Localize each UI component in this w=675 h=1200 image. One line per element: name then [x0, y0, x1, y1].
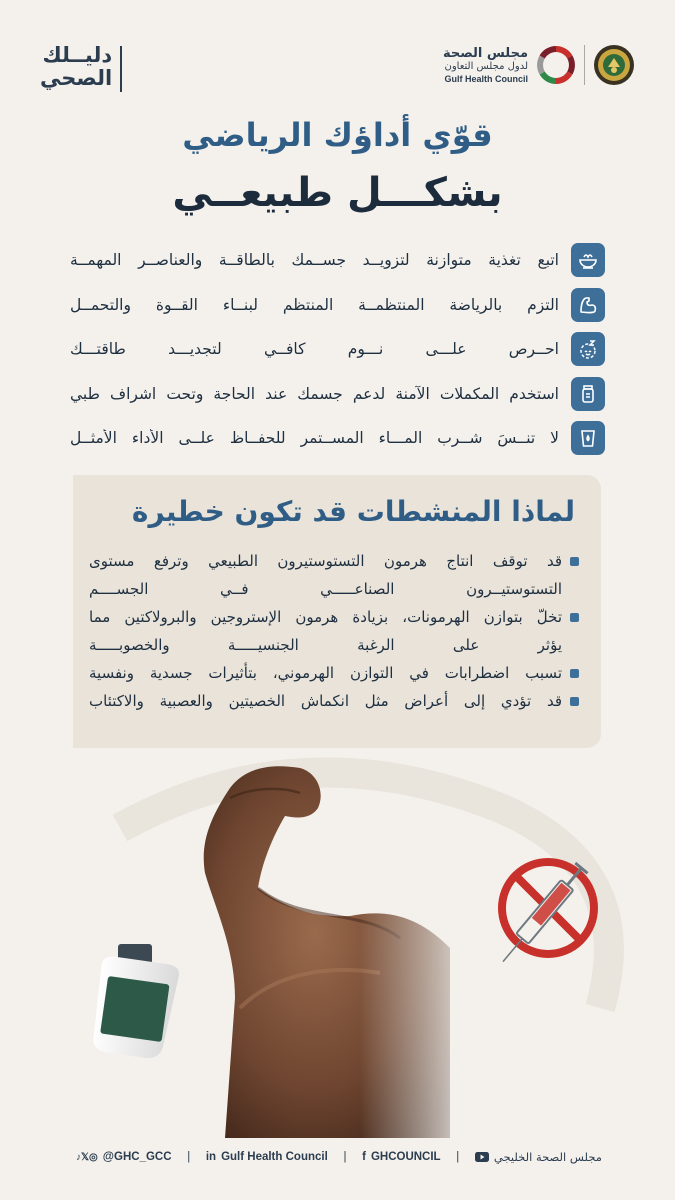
- warning-item-text: تخلّ بتوازن الهرمونات، بزيادة هرمون الإستروجين والبرولاكتين مما: [89, 608, 562, 626]
- illustration: [0, 748, 675, 1138]
- council-name: [443, 46, 528, 85]
- headline-line1: قوّي أداؤك الرياضي: [182, 116, 493, 154]
- linkedin-icon: in: [205, 1151, 217, 1163]
- tip-text: التزم بالرياضة المنتظمــة المنتظم لبنــاء القــوة والتحمــل: [70, 295, 559, 314]
- footer-separator: |: [187, 1151, 191, 1163]
- brand-divider: [120, 46, 122, 92]
- muscle-arm-icon: [571, 288, 605, 322]
- social-icons: ♪𝕏◎: [76, 1151, 98, 1163]
- footer-socials: [76, 1150, 602, 1164]
- tip-item: [70, 283, 605, 328]
- council-logo-group: [443, 44, 635, 86]
- warning-item-text: قد توقف انتاج هرمون التستوستيرون الطبيعي وترفع مستوى: [89, 552, 562, 570]
- footer-youtube[interactable]: [475, 1150, 602, 1164]
- warning-item-continued: [89, 575, 562, 603]
- footer-handle[interactable]: [76, 1151, 172, 1163]
- warning-item: [89, 659, 579, 687]
- footer-separator: |: [343, 1151, 347, 1163]
- facebook-text: GHCOUNCIL: [370, 1151, 441, 1163]
- brand-guide-line2: الصحي: [40, 66, 113, 90]
- warning-list: [89, 547, 579, 715]
- warning-item-text: قد تؤدي إلى أعراض مثل انكماش الخصيتين والعصبية والاكتئاب: [89, 692, 562, 710]
- food-bowl-icon: [571, 243, 605, 277]
- bullet-icon: [570, 697, 579, 706]
- tip-item: [70, 372, 605, 417]
- logo-divider: [584, 45, 585, 85]
- tip-item: [70, 416, 605, 461]
- council-name-en: Gulf Health Council: [444, 73, 528, 84]
- warning-item: [89, 603, 579, 631]
- gcc-seal-icon: [593, 44, 635, 86]
- warning-item: [89, 687, 579, 715]
- warning-item: [89, 547, 579, 575]
- tip-item: [70, 327, 605, 372]
- footer-linkedin[interactable]: [206, 1151, 328, 1163]
- handle-text: @GHC_GCC: [102, 1151, 172, 1163]
- warning-title: لماذا المنشطات قد تكون خطيرة: [131, 495, 575, 528]
- youtube-text: مجلس الصحة الخليجي: [493, 1150, 602, 1164]
- headline-line2: بشكـــل طبيعــي: [172, 170, 503, 216]
- warning-item-text: يؤثر على الرغبة الجنسيـــــة والخصوبـــــة: [89, 636, 562, 654]
- linkedin-text: Gulf Health Council: [221, 1151, 328, 1163]
- tips-list: [70, 238, 605, 461]
- no-steroid-injection-icon: [497, 862, 594, 967]
- tip-text: لا تنــسَ شــرب المـــاء المســتمر للحفــاظ علــى الأداء الأمثــل: [70, 429, 559, 448]
- facebook-icon: f: [362, 1151, 366, 1163]
- footer-facebook[interactable]: [362, 1151, 440, 1163]
- steroids-warning-box: [73, 475, 601, 748]
- supplement-jar-icon: [571, 377, 605, 411]
- water-glass-icon: [571, 421, 605, 455]
- warning-item-text: التستوستيــرون الصناعـــــي فــي الجســــم: [89, 580, 562, 598]
- tip-text: احــرص علـــى نـــوم كافــي لتجديـــد طاقتـــك: [70, 340, 559, 359]
- tip-item: [70, 238, 605, 283]
- council-name-ar: مجلس الصحة: [442, 45, 528, 61]
- bullet-icon: [570, 557, 579, 566]
- youtube-icon: [475, 1152, 489, 1162]
- bullet-icon: [570, 669, 579, 678]
- sleep-icon: [571, 332, 605, 366]
- supplement-bottle-image: [90, 944, 181, 1061]
- warning-item-continued: [89, 631, 562, 659]
- tip-text: اتبع تغذية متوازنة لتزويــد جســمك بالطاقــة والعناصــر المهمــة: [70, 251, 559, 270]
- tip-text: استخدم المكملات الآمنة لدعم جسمك عند الحاجة وتحت اشراف طبي: [70, 384, 559, 403]
- council-ring-logo-icon: [536, 45, 576, 85]
- warning-item-text: تسبب اضطرابات في التوازن الهرموني، بتأثيرات جسدية ونفسية: [89, 664, 562, 682]
- council-subtitle-ar: لدول مجلس التعاون: [444, 60, 528, 72]
- flexed-arm-image: [204, 766, 480, 1138]
- bullet-icon: [570, 613, 579, 622]
- health-guide-brand: [40, 44, 130, 92]
- brand-guide-line1: دليــلك: [42, 43, 113, 67]
- footer-separator: |: [456, 1151, 460, 1163]
